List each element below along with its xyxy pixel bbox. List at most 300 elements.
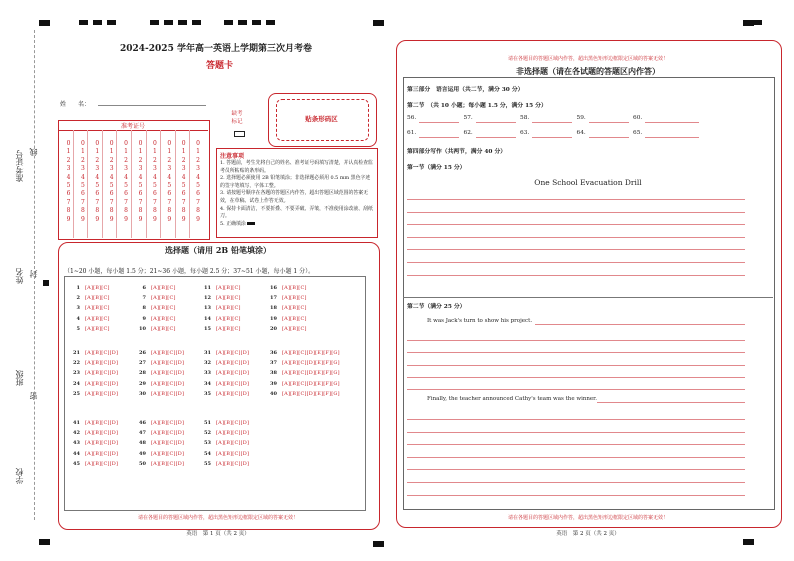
answer-options[interactable]: [A][B][C][D] — [216, 440, 250, 447]
answer-options[interactable]: [A][B][C][D] — [85, 370, 119, 377]
id-digit-bubble[interactable]: 9 — [181, 215, 186, 223]
corner-mark — [39, 539, 50, 545]
part4-sec2-heading: 第二节（满分 25 分） — [407, 304, 466, 310]
side-label-seal: 封 — [29, 270, 38, 278]
id-digit-bubble[interactable]: 4 — [109, 173, 114, 181]
binding-line — [34, 30, 35, 520]
id-digit-bubble[interactable]: 6 — [152, 190, 157, 198]
question-column — [134, 283, 176, 334]
answer-options[interactable]: [A][B][C] — [151, 325, 176, 332]
question-row[interactable] — [265, 283, 307, 293]
id-digit-bubble[interactable]: 7 — [95, 198, 100, 206]
id-digit-bubble[interactable]: 8 — [196, 207, 200, 215]
blank-line[interactable] — [532, 137, 572, 138]
writing-line[interactable] — [407, 377, 745, 378]
question-number: 5 — [76, 325, 80, 332]
id-digit-bubble[interactable]: 4 — [80, 173, 85, 181]
id-digit-bubble[interactable]: 8 — [124, 207, 128, 215]
question-number: 21 — [73, 350, 80, 357]
question-column — [265, 348, 340, 399]
writing-line[interactable] — [407, 389, 745, 390]
writing-line[interactable] — [407, 444, 745, 445]
question-number: 16 — [270, 285, 277, 292]
writing-line[interactable] — [407, 432, 745, 433]
id-digit-bubble[interactable]: 7 — [109, 198, 114, 206]
question-number: 8 — [142, 305, 146, 312]
question-row[interactable] — [68, 368, 118, 378]
id-digit-bubble[interactable]: 8 — [181, 207, 186, 215]
answer-options[interactable]: [A][B][C][D] — [216, 380, 250, 387]
id-digit-bubble[interactable]: 8 — [95, 207, 100, 215]
question-column — [134, 348, 184, 399]
question-row[interactable] — [199, 428, 249, 438]
id-digit-bubble[interactable]: 0 — [181, 140, 186, 147]
question-row[interactable] — [68, 348, 118, 358]
question-row[interactable] — [199, 348, 249, 358]
answer-options[interactable]: [A][B][C][D] — [85, 460, 119, 467]
id-digit-bubble[interactable]: 0 — [167, 140, 172, 147]
id-digit-bubble[interactable]: 1 — [66, 148, 71, 156]
id-digit-bubble[interactable]: 0 — [80, 140, 85, 147]
question-column — [134, 418, 184, 469]
question-row[interactable] — [265, 348, 340, 358]
question-number: 35 — [204, 390, 211, 397]
id-digit-bubble[interactable]: 4 — [196, 173, 200, 181]
answer-options[interactable]: [A][B][C][D] — [151, 390, 185, 397]
id-digit-bubble[interactable]: 3 — [80, 165, 85, 173]
card-subtitle: 答题卡 — [206, 61, 234, 71]
question-row[interactable] — [199, 449, 249, 459]
answer-options[interactable]: [A][B][C] — [216, 305, 241, 312]
writing-line[interactable] — [407, 365, 745, 366]
answer-options[interactable]: [A][B][C][D] — [85, 420, 119, 427]
id-digit-bubble[interactable]: 1 — [80, 148, 85, 156]
question-row[interactable] — [68, 293, 110, 303]
question-row[interactable] — [134, 358, 184, 368]
answer-options[interactable]: [A][B][C] — [85, 305, 110, 312]
blank-line[interactable] — [589, 122, 629, 123]
writing-line[interactable] — [407, 199, 745, 200]
id-digit-bubble[interactable]: 2 — [152, 156, 157, 164]
id-digit-bubble[interactable]: 1 — [181, 148, 186, 156]
writing-line[interactable] — [407, 275, 745, 276]
writing-line[interactable] — [407, 249, 745, 250]
alignment-dash — [150, 20, 159, 25]
question-number: 38 — [270, 370, 277, 377]
id-digit-bubble[interactable]: 3 — [196, 165, 200, 173]
id-digit-bubble[interactable]: 6 — [66, 190, 71, 198]
id-digit-bubble[interactable]: 9 — [109, 215, 114, 223]
answer-options[interactable]: [A][B][C][D] — [85, 390, 119, 397]
id-digit-bubble[interactable]: 2 — [124, 156, 128, 164]
question-row[interactable] — [199, 438, 249, 448]
question-row[interactable] — [265, 303, 307, 313]
id-digit-bubble[interactable]: 1 — [138, 148, 143, 156]
answer-options[interactable]: [A][B][C][D] — [151, 360, 185, 367]
question-row[interactable] — [68, 283, 110, 293]
id-digit-bubble[interactable]: 3 — [95, 165, 100, 173]
id-digit-bubble[interactable]: 7 — [196, 198, 200, 206]
id-digit-bubble[interactable]: 5 — [80, 182, 85, 190]
question-row[interactable] — [265, 314, 307, 324]
id-digit-bubble[interactable]: 8 — [138, 207, 143, 215]
id-digit-bubble[interactable]: 6 — [138, 190, 143, 198]
answer-options[interactable]: [A][B][C][D] — [151, 420, 185, 427]
question-number: 34 — [204, 380, 211, 387]
id-digit-bubble[interactable]: 1 — [167, 148, 172, 156]
id-digit-bubble[interactable]: 1 — [109, 148, 114, 156]
writing-line[interactable] — [407, 224, 745, 225]
question-row[interactable] — [199, 418, 249, 428]
id-digit-bubble[interactable]: 3 — [138, 165, 143, 173]
id-digit-bubble[interactable]: 2 — [66, 156, 71, 164]
answer-options[interactable]: [A][B][C][D] — [216, 450, 250, 457]
question-row[interactable] — [134, 293, 176, 303]
question-number: 32 — [204, 360, 211, 367]
id-digit-bubble[interactable]: 5 — [196, 182, 200, 190]
name-field[interactable] — [98, 105, 206, 106]
question-row[interactable] — [199, 283, 241, 293]
id-digit-bubble[interactable]: 0 — [152, 140, 157, 147]
id-digit-bubble[interactable]: 4 — [181, 173, 186, 181]
answer-options[interactable]: [A][B][C][D] — [85, 350, 119, 357]
question-row[interactable] — [199, 314, 241, 324]
id-digit-bubble[interactable]: 4 — [124, 173, 128, 181]
alignment-dash — [107, 20, 116, 25]
writing-line[interactable] — [407, 352, 745, 353]
blank-line[interactable] — [645, 122, 699, 123]
question-row[interactable] — [68, 389, 118, 399]
answer-options[interactable]: [A][B][C][D] — [216, 420, 250, 427]
question-number: 6 — [142, 285, 146, 292]
answer-options[interactable]: [A][B][C] — [151, 305, 176, 312]
id-digit-bubble[interactable]: 7 — [66, 198, 71, 206]
alignment-dash — [753, 20, 762, 25]
nonchoice-title: 非选择题（请在各试题的答题区内作答） — [516, 66, 660, 76]
id-digit-bubble[interactable]: 3 — [124, 165, 128, 173]
answer-options[interactable]: [A][B][C][D] — [151, 430, 185, 437]
question-number: 10 — [139, 325, 146, 332]
id-digit-bubble[interactable]: 1 — [124, 148, 128, 156]
blank-line[interactable] — [645, 137, 699, 138]
question-row[interactable] — [199, 368, 249, 378]
question-row[interactable] — [199, 389, 249, 399]
id-digit-bubble[interactable]: 8 — [167, 207, 172, 215]
question-row[interactable] — [134, 379, 184, 389]
question-row[interactable] — [134, 389, 184, 399]
answer-options[interactable]: [A][B][C] — [85, 285, 110, 292]
question-number: 17 — [270, 295, 277, 302]
id-digit-bubble[interactable]: 5 — [95, 182, 100, 190]
id-digit-bubble[interactable]: 3 — [109, 165, 114, 173]
side-label-id: 准考证号 — [15, 150, 24, 182]
question-row[interactable] — [68, 449, 118, 459]
question-column — [199, 418, 249, 469]
corner-mark — [39, 20, 50, 26]
question-number: 39 — [270, 380, 277, 387]
answer-options[interactable]: [A][B][C][D] — [216, 430, 250, 437]
writing-line[interactable] — [407, 469, 745, 470]
answer-options[interactable]: [A][B][C][D] — [216, 370, 250, 377]
question-row[interactable] — [68, 358, 118, 368]
id-digit-bubble[interactable]: 9 — [95, 215, 100, 223]
alignment-dash — [252, 20, 261, 25]
answer-options[interactable]: [A][B][C][D] — [85, 440, 119, 447]
id-digit-bubble[interactable]: 9 — [196, 215, 200, 223]
answer-line[interactable] — [535, 324, 745, 325]
id-digit-bubble[interactable]: 0 — [124, 140, 128, 147]
id-digit-bubble[interactable]: 2 — [80, 156, 85, 164]
id-digit-bubble[interactable]: 6 — [181, 190, 186, 198]
part3-sec2-heading: 第二节 （共 10 小题；每小题 1.5 分，满分 15 分） — [407, 103, 547, 109]
answer-options[interactable]: [A][B][C][D] — [216, 460, 250, 467]
blank-line[interactable] — [532, 122, 572, 123]
id-digit-bubble[interactable]: 4 — [152, 173, 157, 181]
blank-line[interactable] — [476, 137, 516, 138]
answer-options[interactable]: [A][B][C][D] — [216, 350, 250, 357]
id-digit-bubble[interactable]: 8 — [109, 207, 114, 215]
id-digit-bubble[interactable]: 7 — [80, 198, 85, 206]
id-digit-bubble[interactable]: 1 — [152, 148, 157, 156]
id-digit-bubble[interactable]: 5 — [124, 182, 128, 190]
id-digit-bubble[interactable]: 9 — [167, 215, 172, 223]
filled-sample-icon — [247, 222, 255, 225]
question-row[interactable] — [265, 379, 340, 389]
id-digit-bubble[interactable]: 2 — [95, 156, 100, 164]
id-digit-bubble[interactable]: 2 — [181, 156, 186, 164]
question-number: 27 — [139, 360, 146, 367]
id-digit-bubble[interactable]: 9 — [80, 215, 85, 223]
absent-checkbox[interactable] — [234, 131, 245, 137]
id-digit-bubble[interactable]: 8 — [152, 207, 157, 215]
id-digit-bubble[interactable]: 1 — [196, 148, 200, 156]
question-column — [68, 283, 110, 334]
question-number: 49 — [139, 450, 146, 457]
id-digit-bubble[interactable]: 4 — [95, 173, 100, 181]
alignment-dash — [93, 20, 102, 25]
id-digit-bubble[interactable]: 5 — [66, 182, 71, 190]
writing-line[interactable] — [407, 495, 745, 496]
id-digit-bubble[interactable]: 2 — [109, 156, 114, 164]
writing-line[interactable] — [407, 419, 745, 420]
id-digit-bubble[interactable]: 7 — [167, 198, 172, 206]
answer-options[interactable]: [A][B][C] — [151, 315, 176, 322]
answer-options[interactable]: [A][B][C][D][E][F][G] — [282, 380, 340, 387]
id-digit-bubble[interactable]: 6 — [196, 190, 200, 198]
question-row[interactable] — [134, 449, 184, 459]
answer-options[interactable]: [A][B][C][D] — [151, 460, 185, 467]
question-row[interactable] — [68, 324, 110, 334]
answer-options[interactable]: [A][B][C][D] — [216, 360, 250, 367]
question-row[interactable] — [134, 418, 184, 428]
answer-options[interactable]: [A][B][C][D][E][F][G] — [282, 390, 340, 397]
question-row[interactable] — [134, 348, 184, 358]
answer-options[interactable]: [A][B][C][D] — [85, 450, 119, 457]
id-digit-bubble[interactable]: 2 — [196, 156, 200, 164]
writing-line[interactable] — [407, 457, 745, 458]
answer-options[interactable]: [A][B][C] — [85, 315, 110, 322]
id-digit-bubble[interactable]: 0 — [196, 140, 200, 147]
answer-options[interactable]: [A][B][C] — [151, 295, 176, 302]
id-column-divider — [189, 130, 190, 238]
id-digit-bubble[interactable]: 2 — [138, 156, 143, 164]
alignment-dash — [192, 20, 201, 25]
question-row[interactable] — [199, 379, 249, 389]
answer-options[interactable]: [A][B][C] — [216, 285, 241, 292]
id-digit-bubble[interactable]: 7 — [124, 198, 128, 206]
id-digit-bubble[interactable]: 9 — [66, 215, 71, 223]
question-row[interactable] — [265, 324, 307, 334]
id-digit-bubble[interactable]: 7 — [138, 198, 143, 206]
answer-options[interactable]: [A][B][C][D] — [151, 440, 185, 447]
question-row[interactable] — [199, 303, 241, 313]
blank-line[interactable] — [419, 137, 459, 138]
question-row[interactable] — [134, 438, 184, 448]
id-digit-bubble[interactable]: 9 — [138, 215, 143, 223]
question-number: 37 — [270, 360, 277, 367]
question-number: 44 — [73, 450, 80, 457]
blank-line[interactable] — [589, 137, 629, 138]
id-digit-bubble[interactable]: 1 — [95, 148, 100, 156]
answer-options[interactable]: [A][B][C] — [282, 315, 307, 322]
id-digit-bubble[interactable]: 7 — [181, 198, 186, 206]
id-digit-bubble[interactable]: 3 — [66, 165, 71, 173]
id-digit-bubble[interactable]: 6 — [80, 190, 85, 198]
question-row[interactable] — [68, 459, 118, 469]
answer-options[interactable]: [A][B][C] — [282, 285, 307, 292]
id-digit-bubble[interactable]: 0 — [138, 140, 143, 147]
answer-options[interactable]: [A][B][C][D][E][F][G] — [282, 370, 340, 377]
question-row[interactable] — [68, 428, 118, 438]
id-digit-column[interactable] — [177, 140, 190, 224]
corner-mark — [373, 541, 384, 547]
writing-line[interactable] — [407, 237, 745, 238]
answer-options[interactable]: [A][B][C] — [282, 325, 307, 332]
answer-options[interactable]: [A][B][C][D] — [151, 450, 185, 457]
question-row[interactable] — [134, 303, 176, 313]
id-digit-bubble[interactable]: 4 — [138, 173, 143, 181]
question-row[interactable] — [265, 358, 340, 368]
blank-line[interactable] — [419, 122, 459, 123]
answer-options[interactable]: [A][B][C][D] — [85, 430, 119, 437]
answer-options[interactable]: [A][B][C] — [151, 285, 176, 292]
answer-options[interactable]: [A][B][C][D] — [151, 370, 185, 377]
answer-options[interactable]: [A][B][C][D] — [216, 390, 250, 397]
question-row[interactable] — [199, 358, 249, 368]
answer-options[interactable]: [A][B][C][D] — [151, 380, 185, 387]
id-digit-column[interactable] — [192, 140, 205, 224]
corner-mark — [373, 20, 384, 26]
id-digit-bubble[interactable]: 5 — [152, 182, 157, 190]
id-digit-bubble[interactable]: 6 — [124, 190, 128, 198]
answer-options[interactable]: [A][B][C] — [282, 305, 307, 312]
question-row[interactable] — [68, 314, 110, 324]
answer-options[interactable]: [A][B][C] — [216, 315, 241, 322]
question-number: 53 — [204, 440, 211, 447]
id-digit-bubble[interactable]: 6 — [109, 190, 114, 198]
question-number: 30 — [139, 390, 146, 397]
question-row[interactable] — [134, 428, 184, 438]
id-digit-bubble[interactable]: 5 — [138, 182, 143, 190]
question-row[interactable] — [199, 459, 249, 469]
id-digit-bubble[interactable]: 5 — [167, 182, 172, 190]
id-digit-bubble[interactable]: 9 — [152, 215, 157, 223]
question-row[interactable] — [134, 368, 184, 378]
id-digit-bubble[interactable]: 3 — [181, 165, 186, 173]
id-digit-bubble[interactable]: 5 — [109, 182, 114, 190]
id-digit-bubble[interactable]: 5 — [181, 182, 186, 190]
question-row[interactable] — [134, 459, 184, 469]
question-row[interactable] — [199, 324, 241, 334]
id-digit-bubble[interactable]: 7 — [152, 198, 157, 206]
answer-options[interactable]: [A][B][C][D] — [151, 350, 185, 357]
id-digit-bubble[interactable]: 8 — [66, 207, 71, 215]
question-row[interactable] — [199, 293, 241, 303]
id-digit-bubble[interactable]: 4 — [66, 173, 71, 181]
answer-options[interactable]: [A][B][C] — [85, 295, 110, 302]
answer-options[interactable]: [A][B][C][D][E][F][G] — [282, 350, 340, 357]
note-item: 2. 选择题必须使用 2B 铅笔填涂；非选择题必须用 0.5 mm 黑色字迹的签字笔填写，字体工整。 — [220, 175, 371, 189]
side-label-line: 线 — [29, 148, 38, 156]
question-row[interactable] — [134, 324, 176, 334]
blank-number: 64. — [576, 130, 586, 136]
question-number: 33 — [204, 370, 211, 377]
question-row[interactable] — [265, 293, 307, 303]
id-digit-bubble[interactable]: 2 — [167, 156, 172, 164]
blank-line[interactable] — [476, 122, 516, 123]
id-digit-bubble[interactable]: 0 — [109, 140, 114, 147]
id-digit-bubble[interactable]: 0 — [95, 140, 100, 147]
question-row[interactable] — [68, 379, 118, 389]
writing-line[interactable] — [407, 482, 745, 483]
answer-options[interactable]: [A][B][C] — [216, 295, 241, 302]
answer-options[interactable]: [A][B][C] — [282, 295, 307, 302]
question-number: 54 — [204, 450, 211, 457]
answer-options[interactable]: [A][B][C][D] — [85, 380, 119, 387]
answer-options[interactable]: [A][B][C][D][E][F][G] — [282, 360, 340, 367]
question-row[interactable] — [68, 303, 110, 313]
id-digit-bubble[interactable]: 0 — [66, 140, 71, 147]
id-digit-bubble[interactable]: 9 — [124, 215, 128, 223]
answer-line[interactable] — [597, 402, 745, 403]
answer-options[interactable]: [A][B][C] — [216, 325, 241, 332]
question-number: 31 — [204, 350, 211, 357]
question-row[interactable] — [68, 438, 118, 448]
id-digit-bubble[interactable]: 3 — [167, 165, 172, 173]
question-row[interactable] — [265, 368, 340, 378]
answer-options[interactable]: [A][B][C][D] — [85, 360, 119, 367]
question-column — [265, 283, 307, 334]
question-row[interactable] — [68, 418, 118, 428]
writing-line[interactable] — [407, 340, 745, 341]
id-digit-bubble[interactable]: 4 — [167, 173, 172, 181]
writing-line[interactable] — [407, 262, 745, 263]
id-digit-bubble[interactable]: 6 — [95, 190, 100, 198]
question-row[interactable] — [134, 314, 176, 324]
question-number: 25 — [73, 390, 80, 397]
question-row[interactable] — [265, 389, 340, 399]
question-number: 26 — [139, 350, 146, 357]
question-row[interactable] — [134, 283, 176, 293]
question-number: 15 — [204, 325, 211, 332]
answer-options[interactable]: [A][B][C] — [85, 325, 110, 332]
id-digit-bubble[interactable]: 6 — [167, 190, 172, 198]
id-digit-bubble[interactable]: 3 — [152, 165, 157, 173]
question-number: 9 — [142, 315, 146, 322]
writing-line[interactable] — [407, 212, 745, 213]
id-digit-bubble[interactable]: 8 — [80, 207, 85, 215]
absent-label: 缺考标记 — [231, 111, 243, 125]
